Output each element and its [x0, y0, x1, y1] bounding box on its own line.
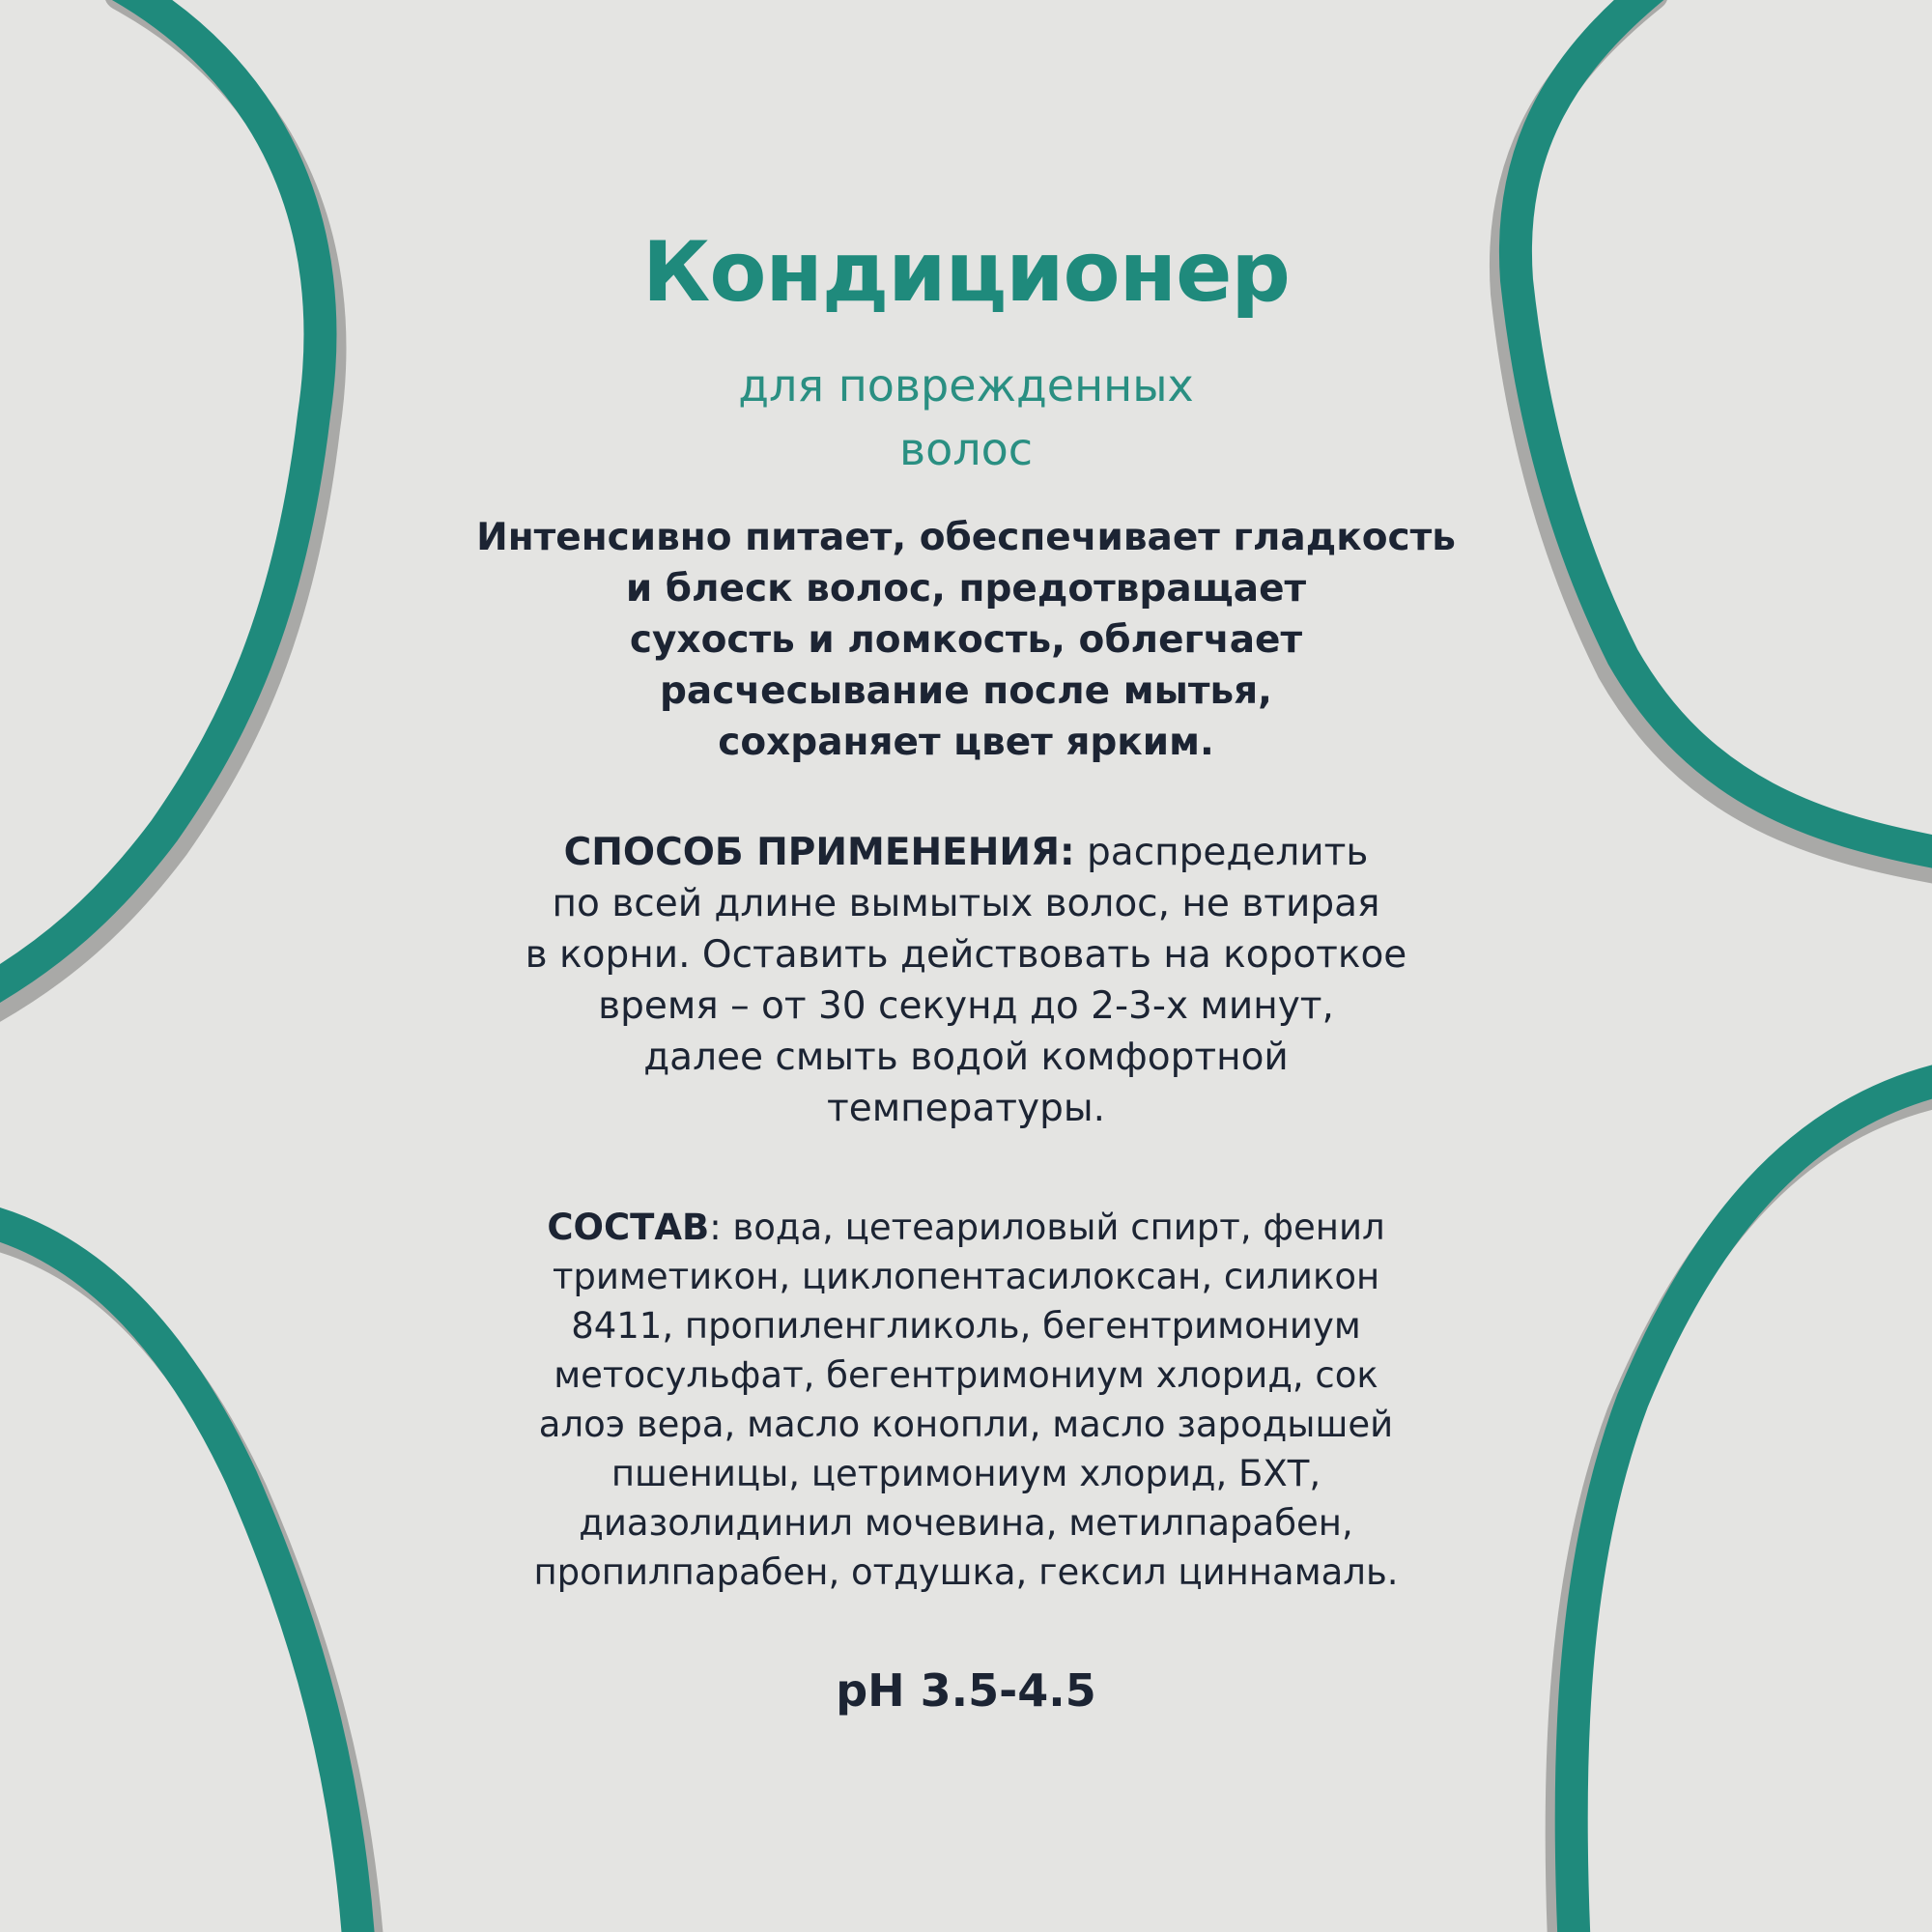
subtitle-line: волос	[898, 423, 1034, 475]
description-line: сохраняет цвет ярким.	[718, 721, 1214, 764]
composition-line: алоэ вера, масло конопли, масло зародышей	[538, 1404, 1394, 1445]
product-description	[0, 512, 1932, 768]
composition-line: метосульфат, бегентримониум хлорид, сок	[554, 1354, 1378, 1396]
composition-first-line	[0, 1203, 1932, 1252]
composition-line: пропилпарабен, отдушка, гексил циннамаль.	[533, 1551, 1399, 1593]
composition-line: пшеницы, цетримониум хлорид, БХТ,	[611, 1453, 1321, 1494]
description-line: расчесывание после мытья,	[660, 669, 1272, 713]
usage-line: температуры.	[826, 1087, 1106, 1130]
ph-value: pH 3.5-4.5	[836, 1664, 1096, 1717]
usage-first-line	[0, 827, 1932, 878]
usage-line: далее смыть водой комфортной	[643, 1036, 1289, 1079]
subtitle-line: для поврежденных	[738, 359, 1194, 412]
product-subtitle	[0, 354, 1932, 481]
description-line: Интенсивно питает, обеспечивает гладкость	[476, 516, 1456, 559]
description-line: и блеск волос, предотвращает	[625, 567, 1307, 611]
composition-label: СОСТАВ	[547, 1207, 710, 1248]
composition-first-line-text: : вода, цетеариловый спирт, фенил	[709, 1207, 1385, 1248]
usage-section	[0, 827, 1932, 1134]
usage-first-line-text: распределить	[1074, 831, 1369, 874]
usage-label: СПОСОБ ПРИМЕНЕНИЯ:	[563, 831, 1075, 874]
usage-line: в корни. Оставить действовать на короткое	[525, 933, 1407, 977]
composition-line: триметикон, циклопентасилоксан, силикон	[552, 1256, 1380, 1297]
product-title: Кондиционер	[642, 224, 1290, 321]
composition-line: 8411, пропиленгликоль, бегентримониум	[571, 1305, 1361, 1347]
usage-line: по всей длине вымытых волос, не втирая	[552, 882, 1380, 925]
composition-section	[0, 1203, 1932, 1597]
description-line: сухость и ломкость, облегчает	[629, 618, 1303, 662]
composition-line: диазолидинил мочевина, метилпарабен,	[579, 1502, 1353, 1544]
usage-line: время – от 30 секунд до 2-3-х минут,	[598, 984, 1334, 1028]
